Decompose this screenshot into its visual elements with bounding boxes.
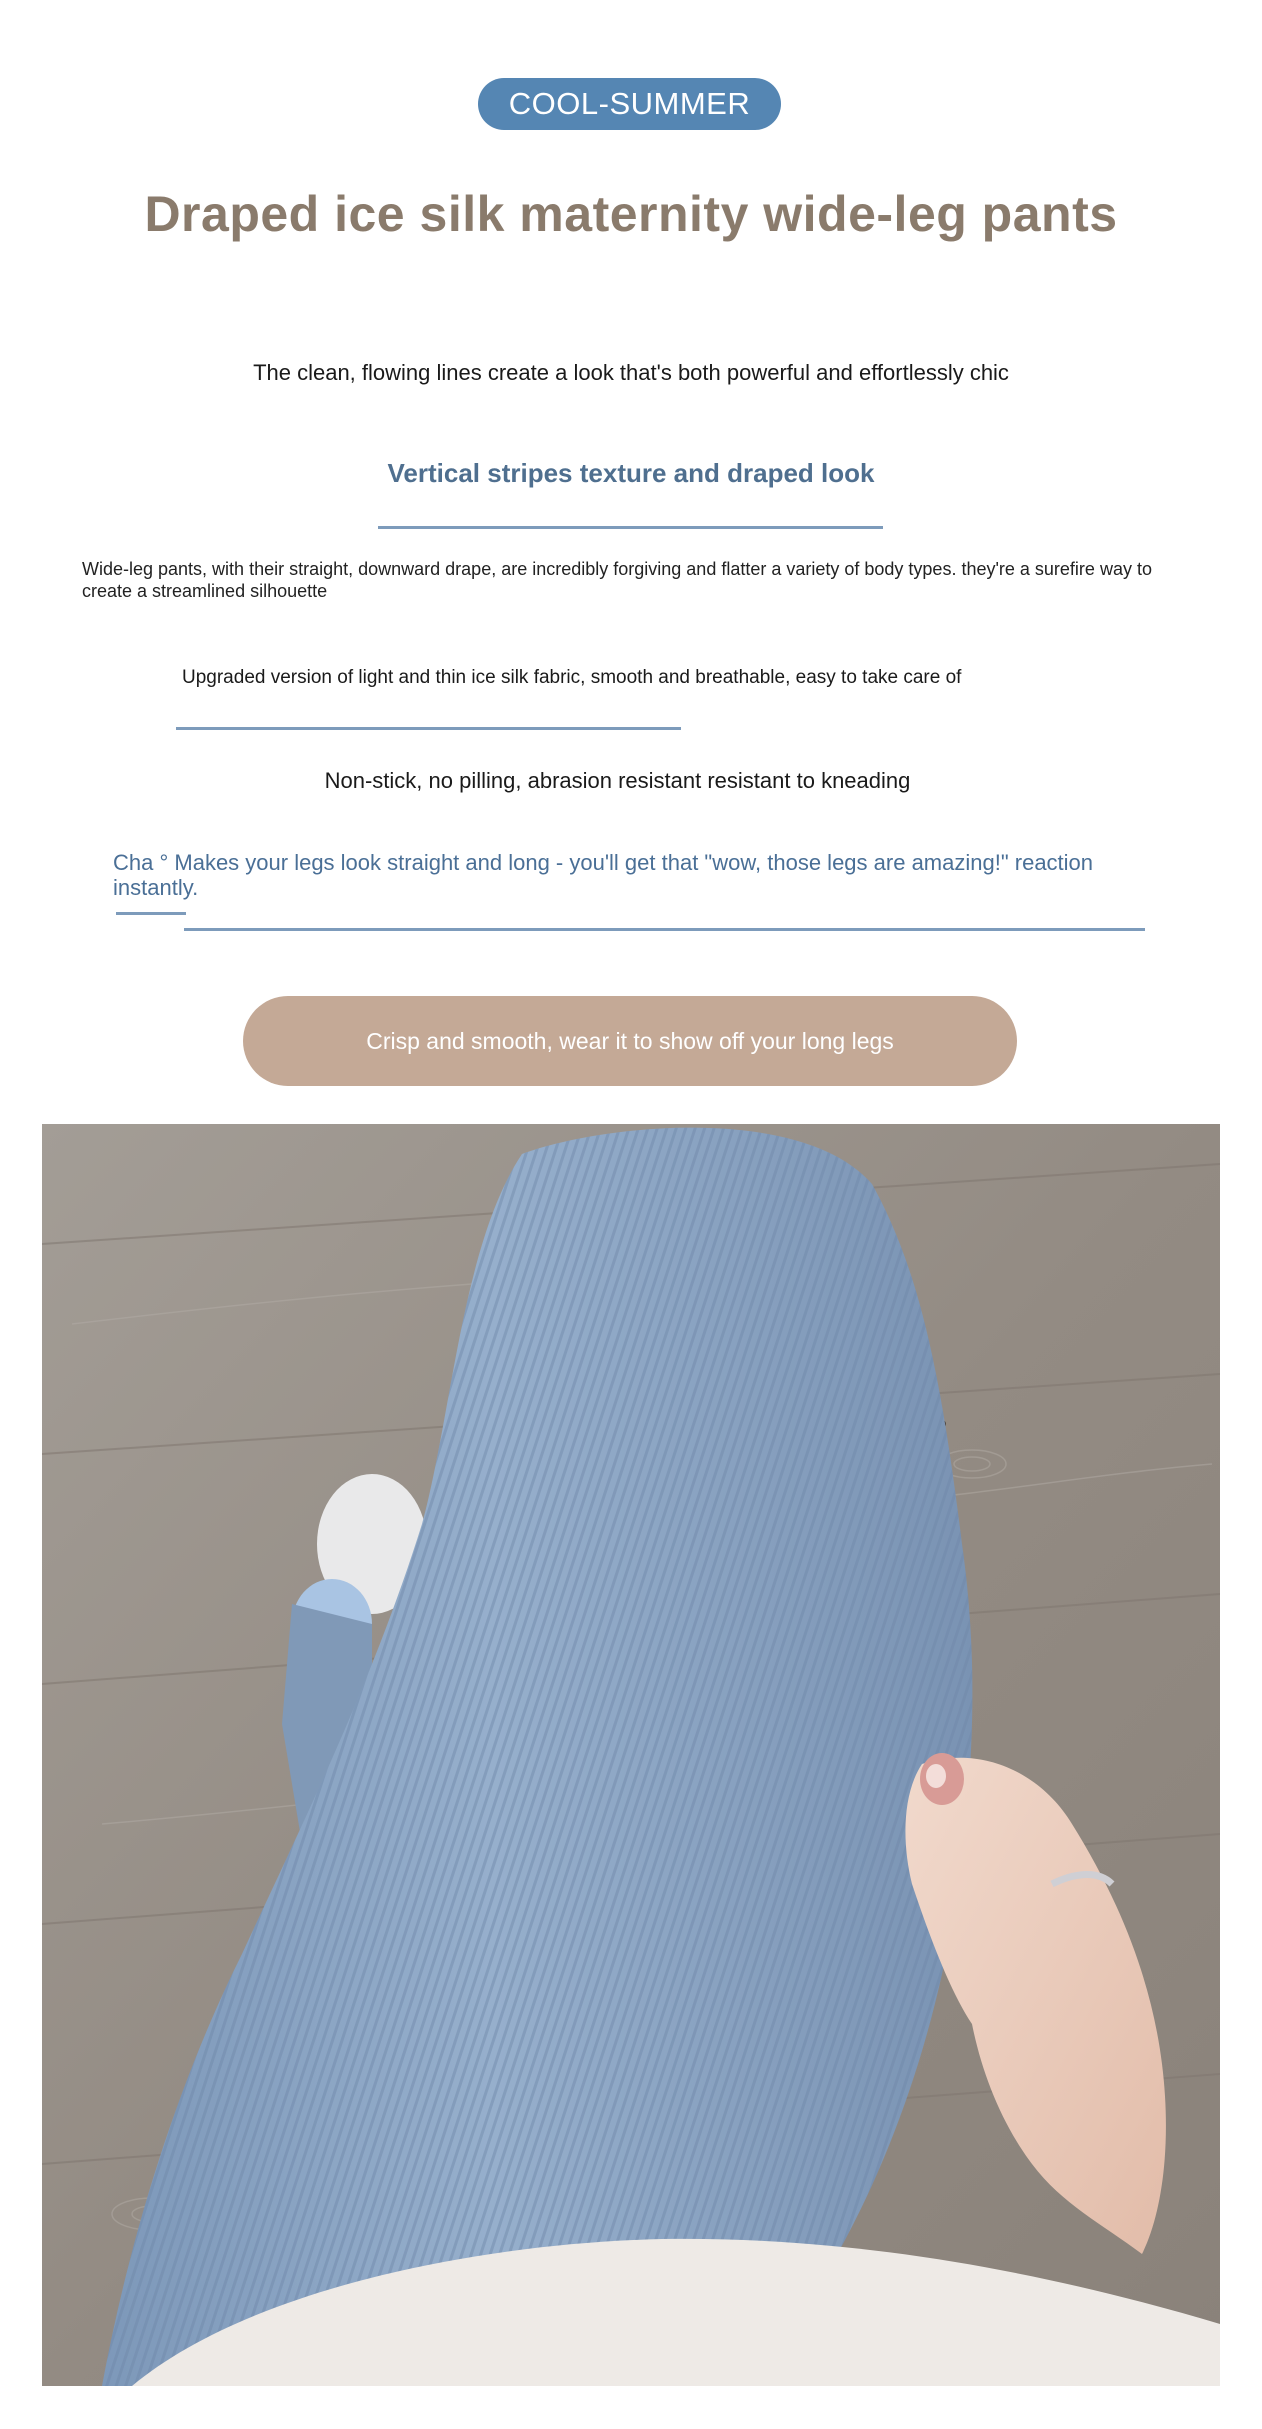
product-photo [42, 1124, 1220, 2386]
subheading-underline [378, 526, 883, 529]
highlight-quote: Cha ° Makes your legs look straight and long - you'll get that "wow, those legs are amazing!" reaction instantly. [113, 850, 1094, 900]
quote-accent-dash [116, 912, 186, 915]
tagline-text: The clean, flowing lines create a look that's both powerful and effortlessly chic [253, 360, 1009, 385]
quote-underline [184, 928, 1145, 931]
cta-pill[interactable]: Crisp and smooth, wear it to show off your long legs [243, 996, 1017, 1086]
feature-durability-text: Non-stick, no pilling, abrasion resistant resistant to kneading [324, 768, 911, 793]
product-title: Draped ice silk maternity wide-leg pants [144, 186, 1118, 242]
feature-fabric-text: Upgraded version of light and thin ice silk fabric, smooth and breathable, easy to take care of [182, 667, 962, 688]
category-badge: COOL-SUMMER [478, 78, 781, 130]
feature-underline [176, 727, 681, 730]
description-paragraph: Wide-leg pants, with their straight, downward drape, are incredibly forgiving and flatter a variety of body types. they're a surefire way to create a streamlined silhouette [82, 559, 1152, 601]
section-subheading: Vertical stripes texture and draped look [387, 458, 875, 488]
